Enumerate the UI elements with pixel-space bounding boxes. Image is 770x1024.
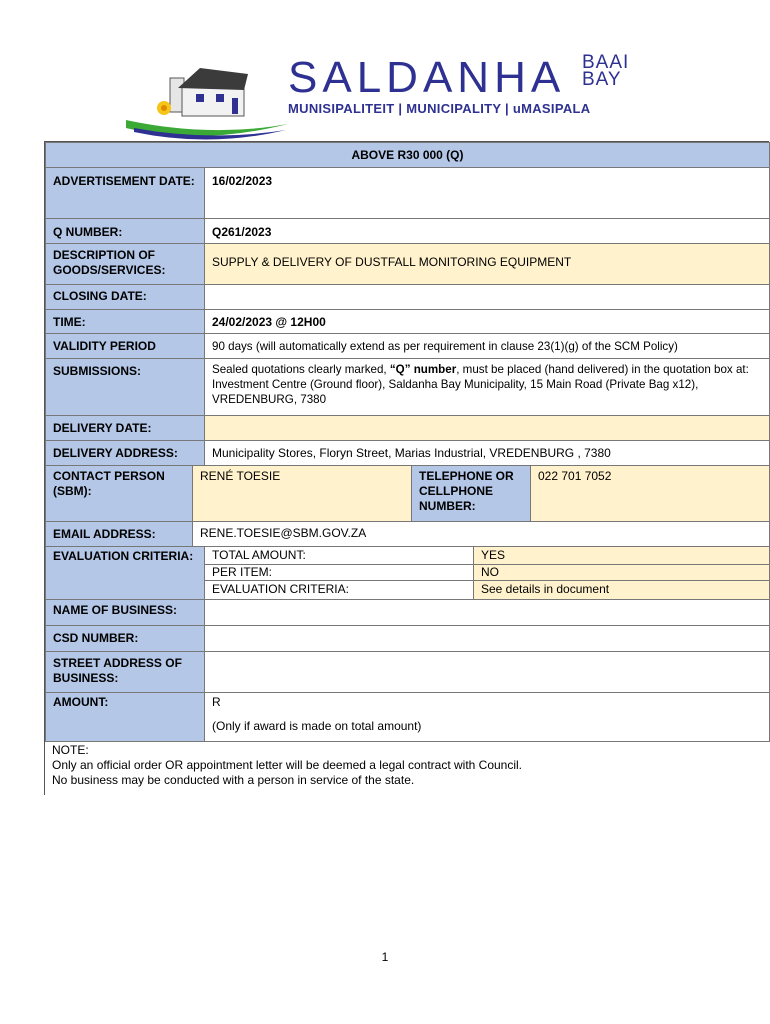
municipality-logo — [120, 50, 640, 140]
contact-person-label: CONTACT PERSON (SBM): — [45, 465, 193, 522]
csd-number-value — [204, 625, 770, 652]
amount-currency: R — [212, 695, 221, 709]
logo-baai-bay — [582, 54, 629, 88]
advertisement-date-label: ADVERTISEMENT DATE: — [45, 167, 205, 219]
business-name-label: NAME OF BUSINESS: — [45, 599, 205, 626]
delivery-address-label: DELIVERY ADDRESS: — [45, 440, 205, 466]
closing-date-label: CLOSING DATE: — [45, 284, 205, 310]
street-address-value — [204, 651, 770, 693]
form-title: ABOVE R30 000 (Q) — [45, 142, 770, 168]
q-number-value: Q261/2023 — [204, 218, 770, 244]
amount-label: AMOUNT: — [45, 692, 205, 742]
street-address-label: STREET ADDRESS OF BUSINESS: — [45, 651, 205, 693]
logo-bay: BAY — [582, 69, 622, 90]
contact-person-value: RENÉ TOESIE — [192, 465, 412, 522]
logo-wordmark: SALDANHA — [288, 53, 566, 102]
description-value: SUPPLY & DELIVERY OF DUSTFALL MONITORING EQUIPMENT — [204, 243, 770, 285]
house-logo-icon — [120, 50, 290, 140]
q-number-label: Q NUMBER: — [45, 218, 205, 244]
telephone-label: TELEPHONE OR CELLPHONE NUMBER: — [411, 465, 531, 522]
csd-number-label: CSD NUMBER: — [45, 625, 205, 652]
eval-criteria-value: See details in document — [473, 580, 770, 600]
eval-per-item-label: PER ITEM: — [204, 564, 474, 581]
logo-baai: BAAI — [582, 52, 630, 73]
submissions-text-start: Sealed quotations clearly marked, — [212, 363, 390, 376]
advertisement-date-value: 16/02/2023 — [204, 167, 770, 219]
eval-per-item-value: NO — [473, 564, 770, 581]
evaluation-criteria-label: EVALUATION CRITERIA: — [45, 546, 205, 602]
page-number: 1 — [381, 950, 389, 964]
quotation-form — [44, 141, 769, 795]
submissions-label: SUBMISSIONS: — [45, 358, 205, 416]
note-section — [45, 741, 770, 796]
note-line-state-service: No business may be conducted with a person in service of the state. — [52, 773, 415, 787]
note-title: NOTE: — [52, 743, 89, 757]
description-label: DESCRIPTION OF GOODS/SERVICES: — [45, 243, 205, 285]
closing-date-value — [204, 284, 770, 310]
validity-period-value: 90 days (will automatically extend as per requirement in clause 23(1)(g) of the SCM Policy) — [204, 333, 770, 359]
delivery-date-value — [204, 415, 770, 441]
delivery-date-label: DELIVERY DATE: — [45, 415, 205, 441]
time-label: TIME: — [45, 309, 205, 334]
submissions-text-end: , must be placed (hand delivered) in the quotation box at: Investment Centre (Ground floor), Saldanha Bay Municipality, 15 Main Road (Private Bag x12), VREDENBURG, 7380 — [212, 363, 749, 406]
eval-criteria-label: EVALUATION CRITERIA: — [204, 580, 474, 600]
eval-total-amount-label: TOTAL AMOUNT: — [204, 546, 474, 565]
amount-note: (Only if award is made on total amount) — [212, 719, 422, 733]
submissions-value — [204, 358, 770, 416]
submissions-q-number: “Q” number — [389, 363, 457, 376]
logo-subtitle: MUNISIPALITEIT | MUNICIPALITY | uMASIPALA — [288, 101, 591, 116]
note-line-official-order: Only an official order OR appointment letter will be deemed a legal contract with Council. — [52, 758, 523, 772]
delivery-address-value: Municipality Stores, Floryn Street, Marias Industrial, VREDENBURG , 7380 — [204, 440, 770, 466]
telephone-value: 022 701 7052 — [530, 465, 770, 522]
eval-total-amount-value: YES — [473, 546, 770, 565]
validity-period-label: VALIDITY PERIOD — [45, 333, 205, 359]
email-address-value: RENE.TOESIE@SBM.GOV.ZA — [192, 521, 770, 547]
email-address-label: EMAIL ADDRESS: — [45, 521, 193, 547]
amount-value — [204, 692, 770, 742]
business-name-value — [204, 599, 770, 626]
time-value: 24/02/2023 @ 12H00 — [204, 309, 770, 334]
